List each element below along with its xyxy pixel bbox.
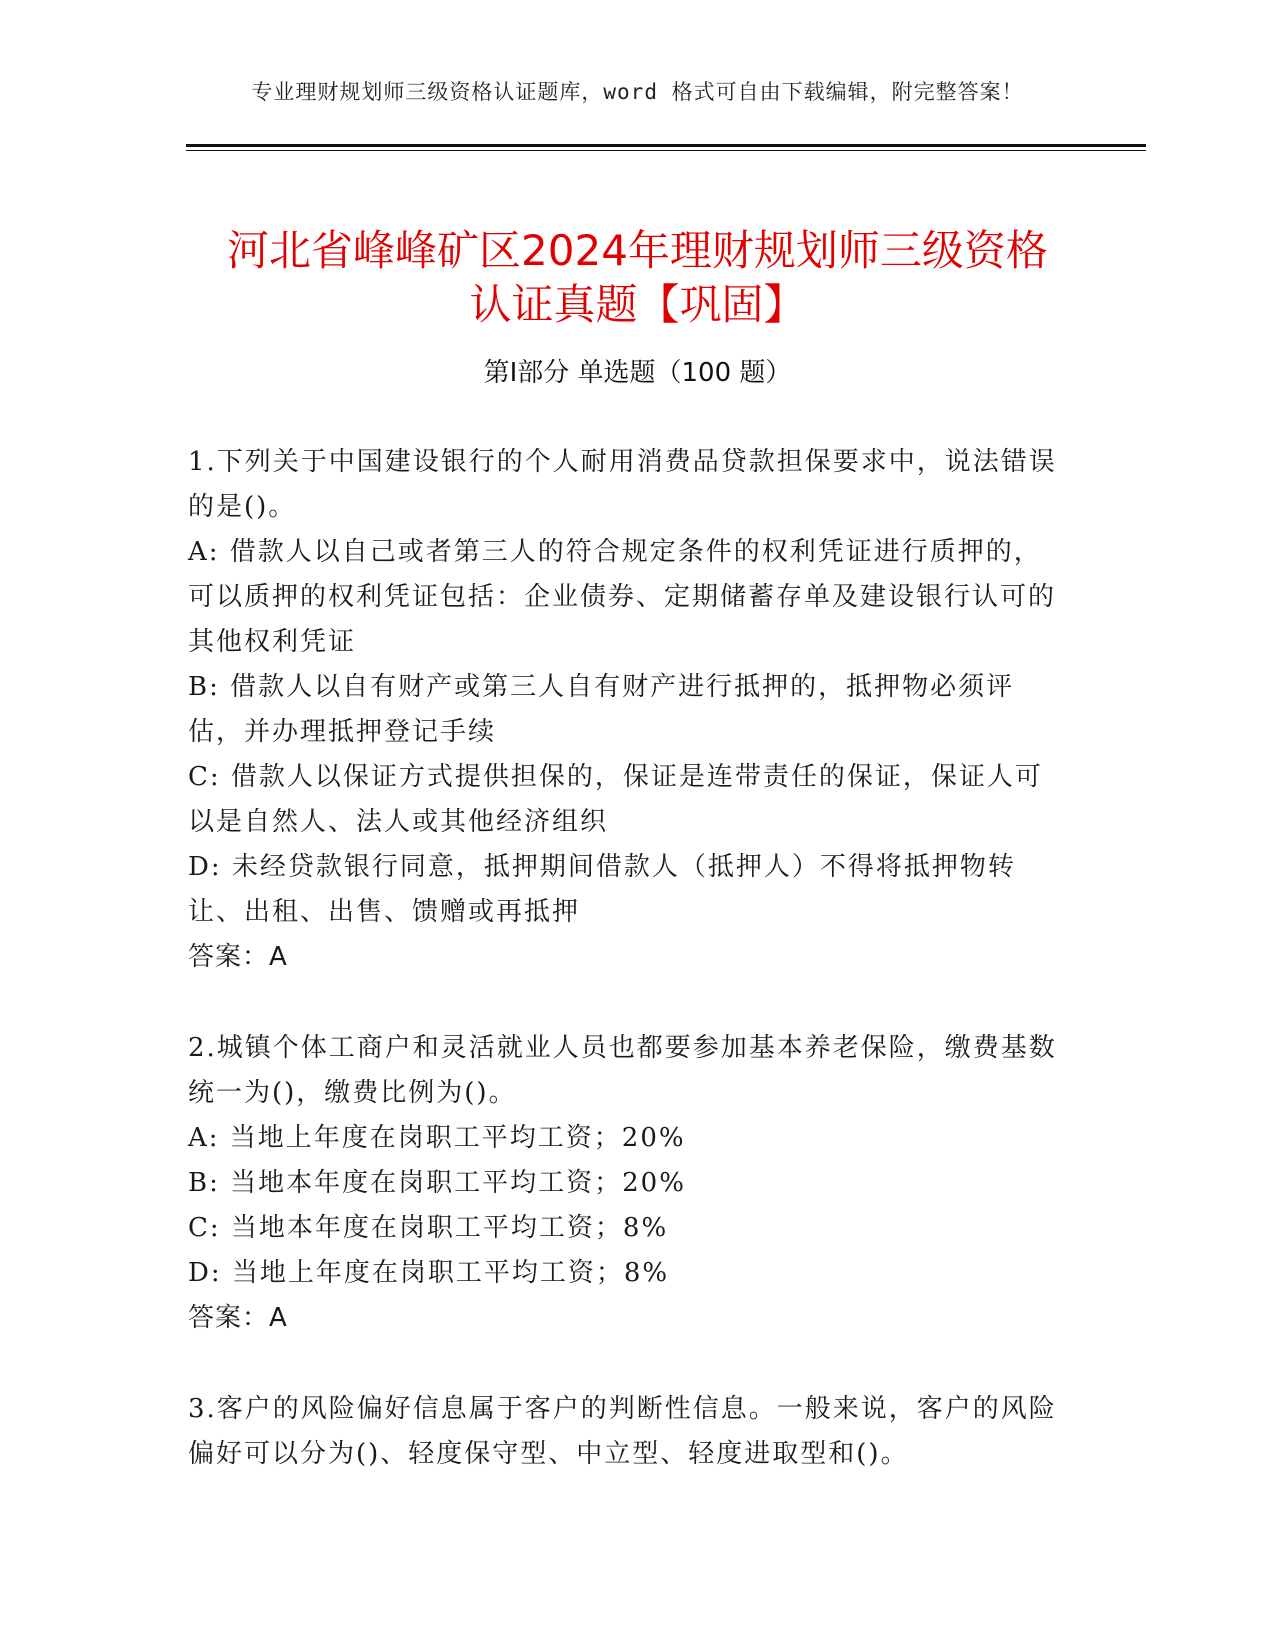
option-b: B: 当地本年度在岗职工平均工资；20% <box>188 1168 686 1198</box>
question-2 <box>188 1026 1068 1341</box>
header-divider-thin <box>186 150 1146 151</box>
answer: 答案：A <box>188 1303 288 1333</box>
question-text: 1.下列关于中国建设银行的个人耐用消费品贷款担保要求中，说法错误的是()。 <box>188 447 1057 522</box>
question-1 <box>188 440 1068 980</box>
question-3 <box>188 1387 1068 1477</box>
option-d: D: 当地上年度在岗职工平均工资；8% <box>188 1258 670 1288</box>
option-c: C: 当地本年度在岗职工平均工资；8% <box>188 1213 669 1243</box>
question-list <box>188 440 1068 1523</box>
title-line-1: 河北省峰峰矿区2024年理财规划师三级资格 <box>227 226 1048 276</box>
option-b: B: 借款人以自有财产或第三人自有财产进行抵押的，抵押物必须评估，并办理抵押登记手续 <box>188 672 1015 747</box>
answer: 答案：A <box>188 942 288 972</box>
section-title: 第Ⅰ部分 单选题（100 题） <box>483 358 792 388</box>
option-d: D: 未经贷款银行同意，抵押期间借款人（抵押人）不得将抵押物转让、出租、出售、馈赠或再抵押 <box>188 852 1016 927</box>
document-title <box>150 224 1125 332</box>
header-note: 专业理财规划师三级资格认证题库，word 格式可自由下载编辑，附完整答案！ <box>251 80 1024 104</box>
option-a: A: 当地上年度在岗职工平均工资；20% <box>188 1123 686 1153</box>
title-line-2: 认证真题【巩固】 <box>469 280 806 330</box>
question-text: 3.客户的风险偏好信息属于客户的判断性信息。一般来说，客户的风险偏好可以分为()、轻度保守型、中立型、轻度进取型和()。 <box>188 1394 1057 1469</box>
header-divider <box>186 144 1146 147</box>
option-c: C: 借款人以保证方式提供担保的，保证是连带责任的保证，保证人可以是自然人、法人或其他经济组织 <box>188 762 1043 837</box>
option-a: A: 借款人以自己或者第三人的符合规定条件的权利凭证进行质押的，可以质押的权利凭证包括：企业债券、定期储蓄存单及建设银行认可的其他权利凭证 <box>188 537 1057 657</box>
question-text: 2.城镇个体工商户和灵活就业人员也都要参加基本养老保险，缴费基数统一为()，缴费比例为()。 <box>188 1033 1057 1108</box>
